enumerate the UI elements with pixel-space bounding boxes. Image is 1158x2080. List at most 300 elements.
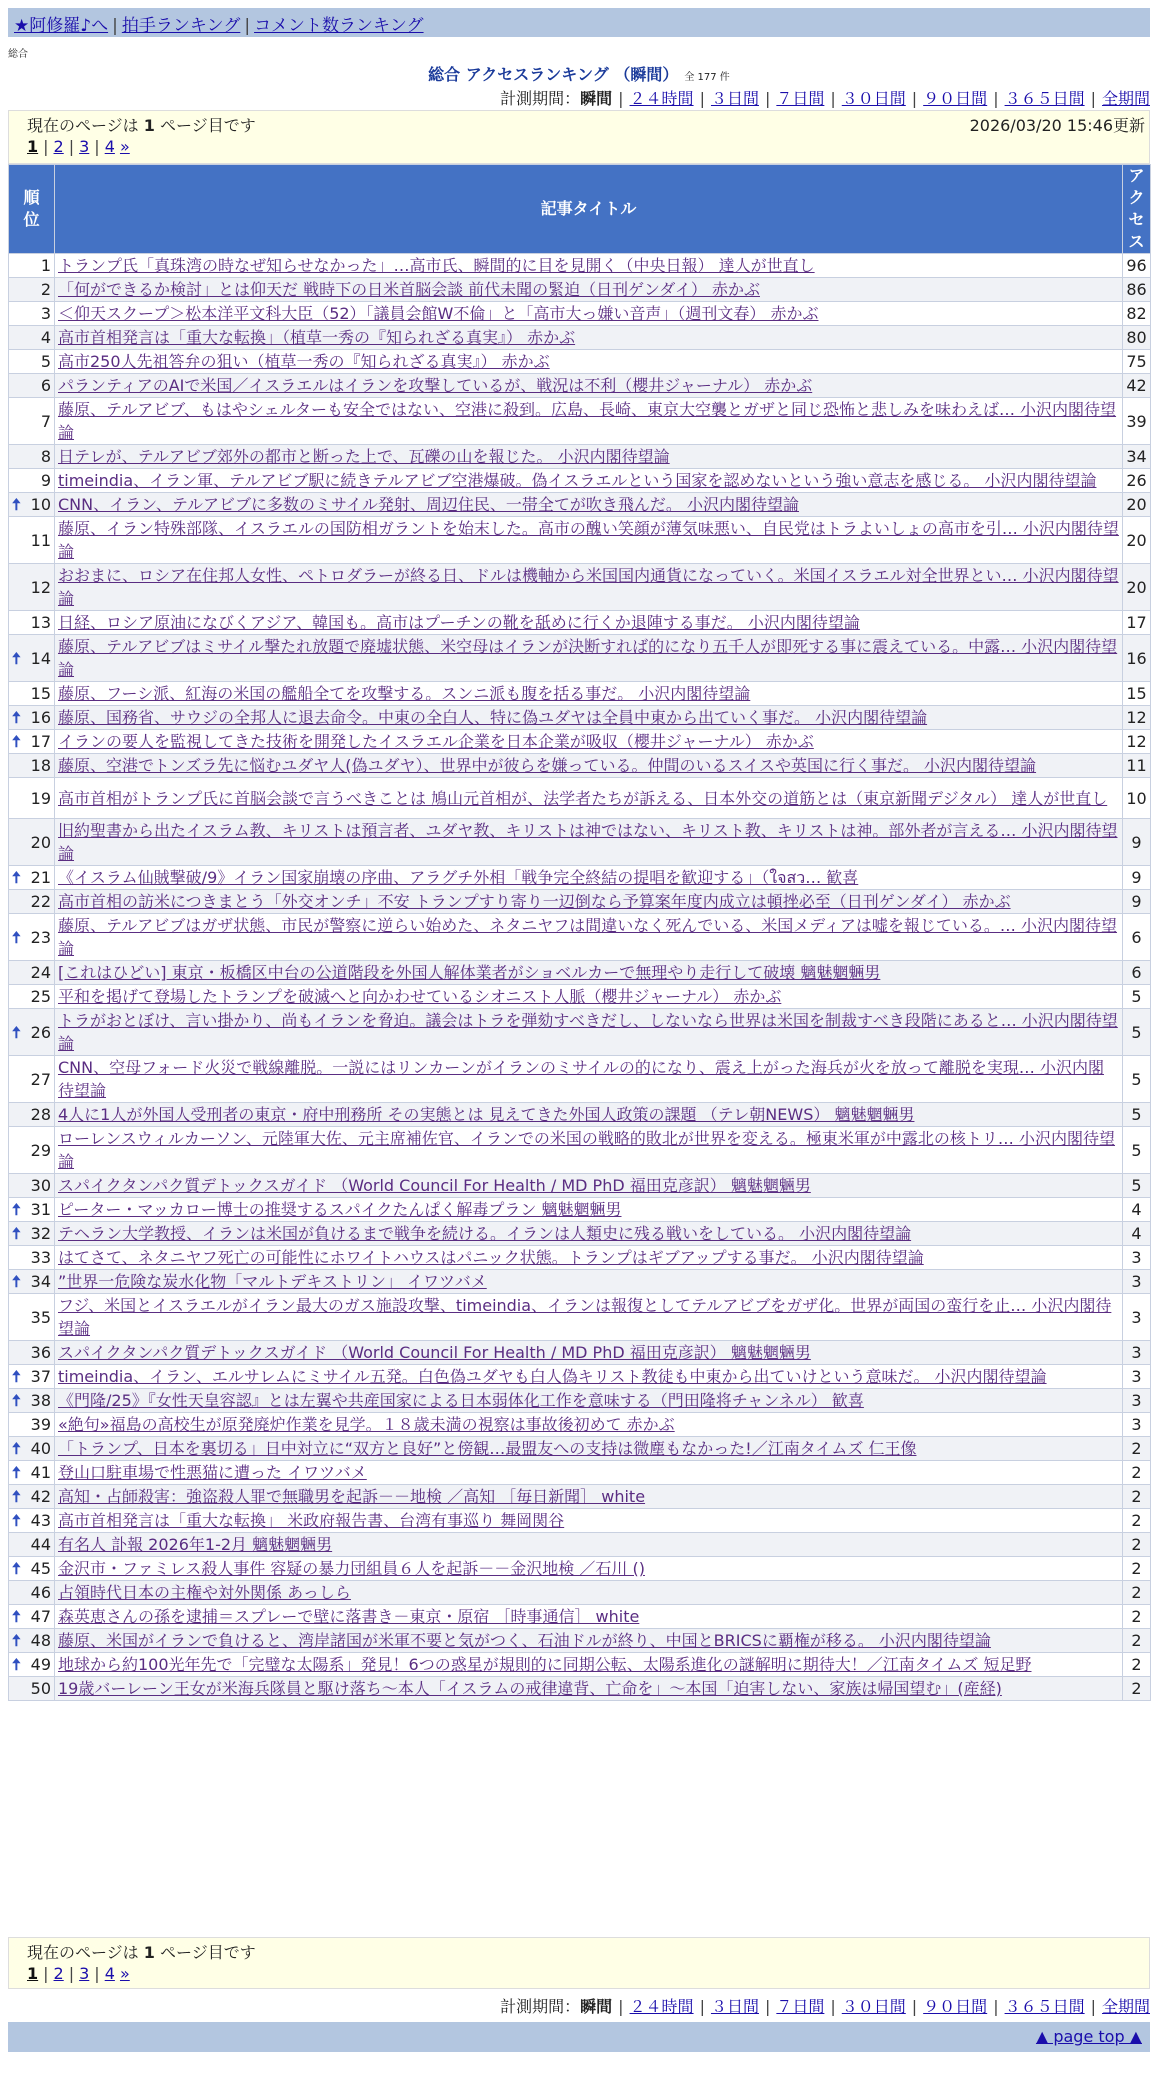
section-tag: 総合 [8,49,28,60]
rank-number: 3 [40,304,51,323]
rank-cell [9,635,55,682]
title-cell [55,985,1123,1009]
article-link[interactable]: 登山口駐車場で性悪猫に遭った イワツバメ [58,1463,367,1482]
title-cell [55,445,1123,469]
pager-link[interactable]: 3 [79,137,90,156]
rank-number: 42 [30,1487,51,1506]
page-info-prefix: 現在のページは [27,116,144,135]
article-link[interactable]: 《門隆/25》『女性天皇容認』とは左翼や共産国家による日本弱体化工作を意味する（門田隆将チャンネル） 歓喜 [58,1391,864,1410]
access-count: 20 [1123,493,1151,517]
article-link[interactable]: はてさて、ネタニヤフ死亡の可能性にホワイトハウスはパニック状態。トランプはギブアップする事だ。 小沢内閣待望論 [58,1248,924,1267]
rank-cell [9,1294,55,1341]
up-arrow-icon: 🠅 [12,1487,21,1506]
access-count: 2 [1123,1653,1151,1677]
rank-number: 25 [30,987,51,1006]
rank-cell [9,778,55,819]
access-count: 4 [1123,1222,1151,1246]
rank-number: 41 [30,1463,51,1482]
access-count: 2 [1123,1557,1151,1581]
rank-number: 31 [30,1200,51,1219]
table-row [9,1056,1151,1103]
title-cell [55,1294,1123,1341]
article-link[interactable]: ＜仰天スクープ＞松本洋平文科大臣（52）「議員会館W不倫」と「高市大っ嫌い音声」（週刊文春） 赤かぶ [58,304,819,323]
page-top-link[interactable]: ▲ page top ▲ [1035,2027,1142,2046]
rank-cell [9,1270,55,1294]
table-row [9,1581,1151,1605]
period-separator: | [911,1997,918,2016]
rank-cell [9,1413,55,1437]
rank-cell [9,398,55,445]
page-title-text: 総合 アクセスランキング （瞬間） [428,65,679,84]
title-cell [55,1533,1123,1557]
rank-cell [9,611,55,635]
article-link[interactable]: フジ、米国とイスラエルがイラン最大のガス施設攻撃、timeindia、イランは報復としてテルアビブをガザ化。世界が両国の蛮行を止… 小沢内閣待望論 [58,1296,1112,1338]
article-link[interactable]: スパイクタンパク質デトックスガイド （World Council For Health / MD PhD 福田克彦訳） 魑魅魍魎男 [58,1176,811,1195]
rank-number: 33 [30,1248,51,1267]
access-count: 9 [1123,866,1151,890]
period-separator: | [764,89,771,108]
period-label: 計測期間： [500,1997,581,2016]
access-count: 2 [1123,1629,1151,1653]
rank-cell [9,1198,55,1222]
up-arrow-icon: 🠅 [12,1511,21,1530]
title-cell [55,1103,1123,1127]
period-label: 計測期間： [500,89,581,108]
title-cell [55,1677,1123,1701]
table-header-row [9,165,1151,254]
rank-number: 19 [30,788,51,808]
table-row [9,1270,1151,1294]
table-row [9,1533,1151,1557]
rank-cell [9,493,55,517]
table-row [9,1222,1151,1246]
pager-current-page: 1 [27,137,39,156]
article-link[interactable]: 日テレが、テルアビブ郊外の都市と断った上で、瓦礫の山を報じた。 小沢内閣待望論 [58,447,670,466]
article-link[interactable]: «絶句»福島の高校生が原発廃炉作業を見学。１８歳未満の視察は事故後初めて 赤かぶ [58,1415,675,1434]
rank-number: 50 [30,1679,51,1698]
pager-next-link[interactable]: » [119,137,130,156]
period-link[interactable]: ３０日間 [841,89,906,108]
article-link[interactable]: 「何ができるか検討」とは仰天だ 戦時下の日米首脳会談 前代未聞の緊迫（日刊ゲンダイ） 赤かぶ [58,280,760,299]
rank-number: 37 [30,1367,51,1386]
pager-link[interactable]: 4 [104,1964,115,1983]
title-cell [55,1009,1123,1056]
title-cell [55,754,1123,778]
article-link[interactable]: トランプ氏「真珠湾の時なぜ知らせなかった」…高市氏、瞬間的に目を見開く（中央日報） 達人が世直し [58,256,815,275]
article-link[interactable]: ”世界一危険な炭水化物「マルトデキストリン」 イワツバメ [58,1272,487,1291]
rank-number: 36 [30,1343,51,1362]
title-cell [55,1581,1123,1605]
title-cell [55,278,1123,302]
access-count: 5 [1123,1127,1151,1174]
article-link[interactable]: トラがおとぼけ、言い掛かり、尚もイランを脅迫。議会はトラを弾劾すべきだし、しないなら世界は米国を制裁すべき段階にあると… 小沢内閣待望論 [58,1011,1118,1053]
title-cell [55,493,1123,517]
access-count: 15 [1123,682,1151,706]
rank-cell [9,254,55,278]
total-count: 全 177 件 [684,72,730,83]
rank-number: 48 [30,1631,51,1650]
article-link[interactable]: 《イスラム仙賊撃破/9》イラン国家崩壊の序曲、アラグチ外相「戦争完全終結の提唱を歓迎する」（ใจสว… 歓喜 [58,868,859,887]
title-cell [55,1509,1123,1533]
title-cell [55,1246,1123,1270]
access-count: 75 [1123,350,1151,374]
rank-number: 22 [30,892,51,911]
table-row [9,611,1151,635]
rank-cell [9,890,55,914]
rank-cell [9,517,55,564]
title-cell [55,326,1123,350]
access-count: 12 [1123,706,1151,730]
page-info-suffix: ページ目です [154,116,256,135]
rank-cell [9,1246,55,1270]
title-cell [55,1461,1123,1485]
up-arrow-icon: 🠅 [12,1463,21,1482]
title-cell [55,1365,1123,1389]
rank-cell [9,1533,55,1557]
period-link[interactable]: 全期間 [1101,1997,1150,2016]
table-row [9,1629,1151,1653]
article-link[interactable]: 19歳バーレーン王女が米海兵隊員と駆け落ち～本人「イスラムの戒律違背、亡命を」～本国「迫害しない、家族は帰国望む」(産経) [58,1679,1002,1698]
access-count: 3 [1123,1413,1151,1437]
table-row [9,1485,1151,1509]
period-selector-bottom [500,1994,1150,2017]
access-count: 5 [1123,1009,1151,1056]
pager-next-link[interactable]: » [119,1964,130,1983]
rank-cell [9,730,55,754]
title-cell [55,1341,1123,1365]
table-row [9,754,1151,778]
table-row [9,706,1151,730]
article-link[interactable]: パランティアのAIで米国／イスラエルはイランを攻撃しているが、戦況は不利（櫻井ジャーナル） 赤かぶ [58,376,813,395]
access-count: 9 [1123,819,1151,866]
nav-home-link[interactable]: ★阿修羅♪へ [14,16,109,36]
up-arrow-icon: 🠅 [12,1272,21,1291]
article-link[interactable]: [これはひどい] 東京・板橋区中台の公道階段を外国人解体業者がショベルカーで無理やり走行して破壊 魑魅魍魎男 [58,963,881,982]
period-link[interactable]: ３０日間 [841,1997,906,2016]
article-link[interactable]: 金沢市・ファミレス殺人事件 容疑の暴力団組員６人を起訴－－金沢地検 ／石川 () [58,1559,645,1578]
article-link[interactable]: 「トランプ、日本を裏切る」日中対立に“双方と良好”と傍観…最盟友への支持は微塵もなかった!／江南タイムズ 仁王像 [58,1439,917,1458]
access-count: 2 [1123,1461,1151,1485]
table-row [9,374,1151,398]
access-count: 2 [1123,1581,1151,1605]
access-count: 3 [1123,1389,1151,1413]
up-arrow-icon: 🠅 [12,1559,21,1578]
rank-cell [9,1437,55,1461]
table-row [9,1341,1151,1365]
article-link[interactable]: 藤原、フーシ派、紅海の米国の艦船全てを攻撃する。スンニ派も腹を括る事だ。 小沢内閣待望論 [58,684,751,703]
article-link[interactable]: テヘラン大学教授、イランは米国が負けるまで戦争を続ける。イランは人類史に残る戦いをしている。 小沢内閣待望論 [58,1224,912,1243]
table-row [9,1009,1151,1056]
title-cell [55,890,1123,914]
period-link[interactable]: ７日間 [776,89,825,108]
access-count: 2 [1123,1485,1151,1509]
access-count: 80 [1123,326,1151,350]
title-cell [55,1127,1123,1174]
article-link[interactable]: 藤原、空港でトンズラ先に悩むユダヤ人(偽ユダヤ）、世界中が彼らを嫌っている。仲間のいるスイスや英国に行く事だ。 小沢内閣待望論 [58,756,1037,775]
up-arrow-icon: 🠅 [12,1439,21,1458]
access-count: 20 [1123,517,1151,564]
pager-separator: | [43,1964,49,1983]
title-cell [55,1557,1123,1581]
period-link[interactable]: ９０日間 [923,89,988,108]
article-link[interactable]: 藤原、米国がイランで負けると、湾岸諸国が米軍不要と気がつく、石油ドルが終り、中国とBRICSに覇権が移る。 小沢内閣待望論 [58,1631,991,1650]
article-link[interactable]: 有名人 訃報 2026年1-2月 魑魅魍魎男 [58,1535,333,1554]
page-info-top [8,110,1150,164]
article-link[interactable]: 高市250人先祖答弁の狙い（植草一秀の『知られざる真実』） 赤かぶ [58,352,550,371]
page-title [0,62,1158,85]
article-link[interactable]: 高知・占師殺害：強盗殺人罪で無職男を起訴－－地検 ／高知 ［毎日新聞］ white [58,1487,646,1506]
rank-cell [9,1557,55,1581]
table-row [9,1653,1151,1677]
title-cell [55,564,1123,611]
rank-cell [9,914,55,961]
table-row [9,398,1151,445]
title-cell [55,1605,1123,1629]
access-count: 17 [1123,611,1151,635]
table-row [9,1557,1151,1581]
title-cell [55,1198,1123,1222]
rank-cell [9,326,55,350]
period-separator: | [764,1997,771,2016]
pager-link[interactable]: 3 [79,1964,90,1983]
pager-link[interactable]: 2 [53,137,64,156]
title-cell [55,1056,1123,1103]
article-link[interactable]: ローレンスウィルカーソン、元陸軍大佐、元主席補佐官、イランでの米国の戦略的敗北が世界を変える。極東米軍が中露北の核トリ… 小沢内閣待望論 [58,1129,1116,1171]
rank-cell [9,1341,55,1365]
title-cell [55,254,1123,278]
rank-cell [9,469,55,493]
period-link[interactable]: ２４時間 [629,1997,694,2016]
article-link[interactable]: 森英恵さんの孫を逮捕＝スプレーで壁に落書き－東京・原宿 ［時事通信］ white [58,1607,640,1626]
title-cell [55,517,1123,564]
rank-number: 4 [40,328,51,347]
title-cell [55,1222,1123,1246]
period-selector-top [500,86,1150,109]
table-row [9,350,1151,374]
period-link[interactable]: ２４時間 [629,89,694,108]
article-link[interactable]: 旧約聖書から出たイスラム教、キリストは預言者、ユダヤ教、キリストは神ではない、キリスト教、キリストは神。部外者が言える… 小沢内閣待望論 [58,821,1118,863]
period-separator: | [1090,89,1096,108]
title-cell [55,730,1123,754]
access-count: 16 [1123,635,1151,682]
rank-number: 38 [30,1391,51,1410]
period-separator: | [699,89,705,108]
pager [27,1964,130,1983]
rank-number: 6 [40,376,51,395]
table-row [9,1174,1151,1198]
up-arrow-icon: 🠅 [12,648,21,668]
article-link[interactable]: 高市首相の訪米につきまとう「外交オンチ」不安 トランプすり寄り一辺倒なら予算案年度内成立は頓挫必至（日刊ゲンダイ） 赤かぶ [58,892,1011,911]
top-nav: ★阿修羅♪へ | 拍手ランキング | コメント数ランキング [8,8,1150,37]
article-link[interactable]: 藤原、テルアビブ、もはやシェルターも安全ではない、空港に殺到。広島、長崎、東京大空襲とガザと同じ恐怖と悲しみを味わえば… 小沢内閣待望論 [58,400,1117,442]
rank-number: 43 [30,1511,51,1530]
up-arrow-icon: 🠅 [12,1607,21,1626]
period-link[interactable]: ３６５日間 [1004,1997,1085,2016]
title-cell [55,1389,1123,1413]
article-link[interactable]: 藤原、テルアビブはミサイル撃たれ放題で廃墟状態、米空母はイランが決断すれば的になり五千人が即死する事に震えている。中露… 小沢内閣待望論 [58,637,1118,679]
up-arrow-icon: 🠅 [12,1391,21,1410]
updated-timestamp: 2026/03/20 15:46更新 [969,116,1145,135]
access-count: 2 [1123,1677,1151,1701]
article-link[interactable]: おおまに、ロシア在住邦人女性、ペトロダラーが終る日、ドルは機軸から米国国内通貨になっていく。米国イスラエル対全世界とい… 小沢内閣待望論 [58,566,1119,608]
pager-link[interactable]: 2 [53,1964,64,1983]
title-cell [55,302,1123,326]
rank-number: 29 [30,1140,51,1160]
pager-separator: | [68,137,75,156]
page-info-text [27,113,256,136]
table-row [9,254,1151,278]
title-cell [55,1270,1123,1294]
article-link[interactable]: 高市首相発言は「重大な転換」 米政府報告書、台湾有事巡り 舞岡関谷 [58,1511,565,1530]
table-row [9,1294,1151,1341]
article-link[interactable]: 4人に1人が外国人受刑者の東京・府中刑務所 その実態とは 見えてきた外国人政策の課題 （テレ朝NEWS） 魑魅魍魎男 [58,1105,915,1124]
current-page-number: 1 [143,1943,155,1962]
rank-number: 47 [30,1607,51,1626]
rank-cell [9,1629,55,1653]
article-link[interactable]: 藤原、国務省、サウジの全邦人に退去命令。中東の全白人、特に偽ユダヤは全員中東から出ていく事だ。 小沢内閣待望論 [58,708,928,727]
rank-number: 46 [30,1583,51,1602]
table-row [9,730,1151,754]
rank-number: 16 [30,708,51,727]
rank-cell [9,1365,55,1389]
title-cell [55,914,1123,961]
rank-cell [9,1653,55,1677]
rank-cell [9,1389,55,1413]
article-link[interactable]: 地球から約100光年先で「完璧な太陽系」発見！6つの惑星が規則的に同期公転、太陽系進化の謎解明に期待大！／江南タイムズ 短足野 [58,1655,1032,1674]
period-separator: | [911,89,918,108]
rank-cell [9,1485,55,1509]
up-arrow-icon: 🠅 [12,732,21,751]
table-row [9,890,1151,914]
access-count: 10 [1123,778,1151,819]
article-link[interactable]: イランの要人を監視してきた技術を開発したイスラエル企業を日本企業が吸収（櫻井ジャーナル） 赤かぶ [58,732,814,751]
article-link[interactable]: 高市首相発言は「重大な転換」（植草一秀の『知られざる真実』） 赤かぶ [58,328,576,347]
rank-number: 40 [30,1439,51,1458]
pager [27,137,130,156]
rank-number: 8 [40,447,51,466]
title-cell [55,866,1123,890]
access-count: 39 [1123,398,1151,445]
access-count: 42 [1123,374,1151,398]
up-arrow-icon: 🠅 [12,708,21,727]
period-link[interactable]: ３日間 [710,1997,759,2016]
title-cell [55,1413,1123,1437]
rank-cell [9,1009,55,1056]
period-current: 瞬間 [580,89,613,108]
title-cell [55,1485,1123,1509]
rank-number: 15 [30,684,51,703]
table-row [9,1103,1151,1127]
article-link[interactable]: 平和を掲げて登場したトランプを破滅へと向かわせているシオニスト人脈（櫻井ジャーナル） 赤かぶ [58,987,782,1006]
rank-number: 26 [30,1022,51,1042]
rank-number: 5 [40,352,51,371]
period-separator: | [830,89,836,108]
rank-cell [9,1174,55,1198]
nav-comment-ranking-link[interactable]: コメント数ランキング [254,16,424,36]
rank-number: 32 [30,1224,51,1243]
rank-number: 34 [30,1272,51,1291]
period-link[interactable]: 全期間 [1101,89,1150,108]
table-row [9,1246,1151,1270]
article-link[interactable]: 藤原、テルアビブはガザ状態、市民が警察に逆らい始めた、ネタニヤフは間違いなく死んでいる、米国メディアは嘘を報じている。… 小沢内閣待望論 [58,916,1118,958]
up-arrow-icon: 🠅 [12,1200,21,1219]
table-row [9,778,1151,819]
period-separator: | [699,1997,705,2016]
period-link[interactable]: ３日間 [710,89,759,108]
up-arrow-icon: 🠅 [12,1655,21,1674]
ranking-table [8,164,1151,1701]
nav-clap-ranking-link[interactable]: 拍手ランキング [121,16,241,36]
period-link[interactable]: ９０日間 [923,1997,988,2016]
access-count: 2 [1123,1437,1151,1461]
table-row [9,1413,1151,1437]
table-row [9,1127,1151,1174]
rank-cell [9,1222,55,1246]
table-row [9,1509,1151,1533]
article-link[interactable]: ピーター・マッカロー博士の推奨するスパイクたんぱく解毒プラン 魑魅魍魎男 [58,1200,622,1219]
rank-number: 44 [30,1535,51,1554]
period-separator: | [830,1997,836,2016]
title-cell [55,374,1123,398]
table-row [9,1437,1151,1461]
table-row [9,493,1151,517]
article-link[interactable]: CNN、空母フォード火災で戦線離脱。一説にはリンカーンがイランのミサイルの的になり、震え上がった海兵が火を放って離脱を実現… 小沢内閣待望論 [58,1058,1104,1100]
rank-cell [9,350,55,374]
article-link[interactable]: スパイクタンパク質デトックスガイド （World Council For Health / MD PhD 福田克彦訳） 魑魅魍魎男 [58,1343,811,1362]
access-count: 5 [1123,1103,1151,1127]
title-cell [55,819,1123,866]
rank-number: 1 [40,256,51,275]
rank-cell [9,1127,55,1174]
up-arrow-icon: 🠅 [12,927,21,947]
period-separator: | [993,1997,999,2016]
rank-cell [9,302,55,326]
rank-cell [9,374,55,398]
table-row [9,445,1151,469]
table-row [9,682,1151,706]
access-count: 20 [1123,564,1151,611]
article-link[interactable]: CNN、イラン、テルアビブに多数のミサイル発射、周辺住民、一帯全てが吹き飛んだ。 小沢内閣待望論 [58,495,799,514]
rank-number: 12 [30,577,51,597]
pager-separator: | [94,1964,100,1983]
footer-band [8,2022,1150,2052]
rank-cell [9,1581,55,1605]
title-cell [55,635,1123,682]
rank-cell [9,819,55,866]
article-link[interactable]: 高市首相がトランプ氏に首脳会談で言うべきことは 鳩山元首相が、法学者たちが訴える、日本外交の道筋とは（東京新聞デジタル） 達人が世直し [58,788,1108,808]
article-link[interactable]: 藤原、イラン特殊部隊、イスラエルの国防相ガラントを始末した。高市の醜い笑顔が薄気味悪い、自民党はトラよいしょの高市を引… 小沢内閣待望論 [58,519,1119,561]
table-row [9,961,1151,985]
pager-link[interactable]: 4 [104,137,115,156]
article-link[interactable]: 日経、ロシア原油になびくアジア、韓国も。高市はプーチンの靴を舐めに行くか退陣する事だ。 小沢内閣待望論 [58,613,860,632]
article-link[interactable]: 占領時代日本の主権や対外関係 あっしら [58,1583,351,1602]
article-link[interactable]: timeindia、イラン軍、テルアビブ駅に続きテルアビブ空港爆破。偽イスラエルという国家を認めないという強い意志を感じる。 小沢内閣待望論 [58,471,1097,490]
up-arrow-icon: 🠅 [12,495,21,514]
rank-number: 24 [30,963,51,982]
rank-cell [9,1461,55,1485]
table-row [9,302,1151,326]
rank-cell [9,1103,55,1127]
rank-cell [9,866,55,890]
access-count: 2 [1123,1605,1151,1629]
access-count: 6 [1123,961,1151,985]
table-row [9,517,1151,564]
period-separator: | [1090,1997,1096,2016]
period-link[interactable]: ３６５日間 [1004,89,1085,108]
period-link[interactable]: ７日間 [776,1997,825,2016]
article-link[interactable]: timeindia、イラン、エルサレムにミサイル五発。白色偽ユダヤも白人偽キリスト教徒も中東から出ていけという意味だ。 小沢内閣待望論 [58,1367,1047,1386]
access-count: 2 [1123,1533,1151,1557]
